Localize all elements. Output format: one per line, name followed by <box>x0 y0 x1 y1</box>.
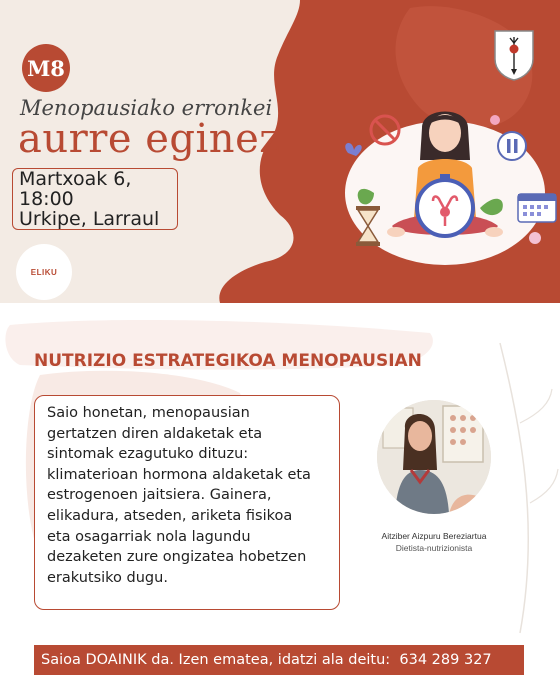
menopause-illustration <box>330 98 560 268</box>
description-box <box>34 395 340 610</box>
description-line: erakutsiko dugu. <box>47 569 168 586</box>
description-line: dezaketen zure ongizatea hobetzen <box>47 549 307 566</box>
description-line: Saio honetan, menopausian <box>47 405 250 421</box>
module-badge: M8 <box>22 44 70 92</box>
event-place: Urkipe, Larraul <box>19 208 160 230</box>
eliku-logo <box>16 244 72 300</box>
eliku-logo-text: ELIKU <box>30 267 58 277</box>
top-banner <box>0 0 560 303</box>
event-title: aurre eginez <box>18 116 281 162</box>
registration-text: Saioa DOAINIK da. Izen ematea, idatzi ala deitu: 634 289 327 <box>41 652 492 668</box>
event-time: 18:00 <box>19 188 74 210</box>
event-date: Martxoak 6, <box>19 168 132 190</box>
speaker-photo-image <box>377 400 491 514</box>
section-title: NUTRIZIO ESTRATEGIKOA MENOPAUSIAN <box>34 351 422 371</box>
registration-footer <box>34 645 524 675</box>
description-line: elikadura, atseden, ariketa fisikoa <box>47 507 293 524</box>
event-subtitle: Menopausiako erronkei <box>20 96 273 120</box>
speaker-photo <box>377 400 491 514</box>
speaker-role: Dietista-nutrizionista <box>395 543 473 553</box>
description-line: gertatzen diren aldaketak eta <box>47 425 263 442</box>
coat-of-arms-icon <box>493 29 535 81</box>
speaker-name: Aitziber Aizpuru Bereziartua <box>381 531 487 541</box>
description-line: estrogenoen jaitsiera. Gainera, <box>47 487 272 504</box>
description-line: sintomak ezagutuko dituzu: <box>47 446 249 463</box>
description-line: klimaterioan hormona aldaketak eta <box>47 466 311 483</box>
description-line: eta osagarriak nola lagundu <box>47 528 251 545</box>
date-place-box <box>12 168 178 230</box>
